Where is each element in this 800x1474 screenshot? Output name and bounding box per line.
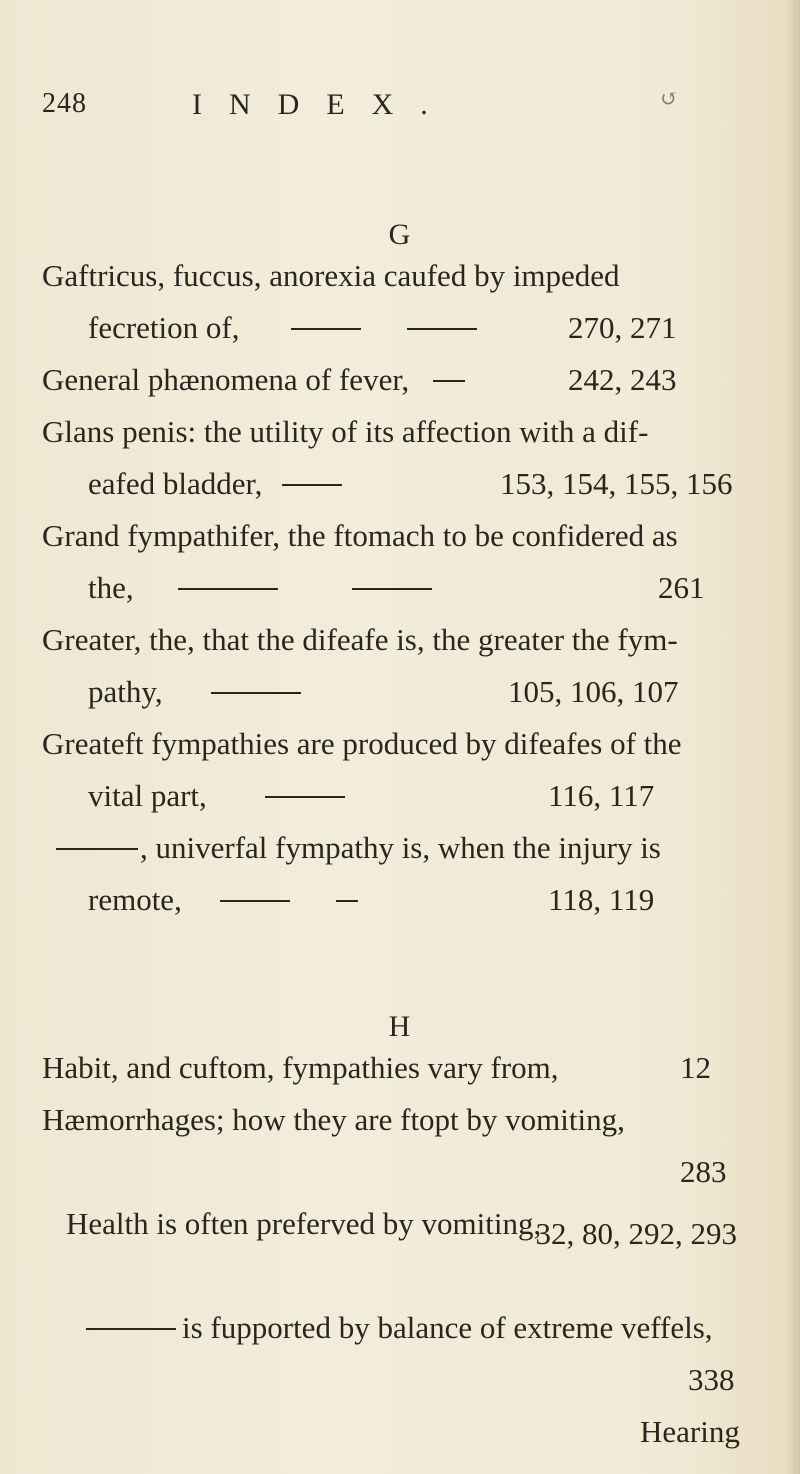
section-letter-g: G	[388, 218, 412, 251]
entry-line-text: eafed bladder,	[88, 466, 263, 501]
entry-line	[88, 572, 438, 603]
entry-line-text: is fupported by balance of extreme veffels,	[182, 1310, 713, 1345]
entry-line	[88, 312, 483, 343]
ditto-dash	[56, 848, 138, 850]
entry-pages: 116, 117	[548, 778, 655, 813]
entry-line-text: remote,	[88, 882, 182, 917]
entry-line: Habit, and cuftom, fympathies vary from,	[42, 1050, 559, 1085]
entry-line-text: fecretion of,	[88, 310, 240, 345]
entry-line	[88, 676, 307, 707]
ditto-dash	[178, 588, 278, 590]
ditto-dash	[211, 692, 301, 694]
entry-line: Greater, the, that the difeafe is, the greater the fym-	[42, 622, 678, 657]
entry-line	[42, 364, 471, 395]
entry-line: Health is often preferved by vomiting,	[66, 1206, 542, 1241]
entry-line: Greateft fympathies are produced by difeafes of the	[42, 726, 682, 761]
entry-line: Gaftricus, fuccus, anorexia caufed by impeded	[42, 258, 620, 293]
entry-line: Hæmorrhages; how they are ftopt by vomiting,	[42, 1102, 625, 1137]
ditto-dash	[291, 328, 361, 330]
entry-pages: 261	[658, 570, 705, 605]
entry-line-text: vital part,	[88, 778, 207, 813]
ditto-dash	[336, 900, 358, 902]
entry-line-text: General phænomena of fever,	[42, 362, 410, 397]
ditto-dash	[282, 484, 342, 486]
ditto-dash	[86, 1328, 176, 1330]
entry-line	[88, 780, 351, 811]
entry-line: Glans penis: the utility of its affection with a dif-	[42, 414, 649, 449]
entry-pages: 105, 106, 107	[508, 674, 679, 709]
ditto-dash	[433, 380, 465, 382]
ditto-dash	[407, 328, 477, 330]
entry-line	[88, 468, 348, 499]
page-header	[42, 88, 742, 128]
running-title: INDEX.	[192, 88, 455, 121]
entry-pages: 118, 119	[548, 882, 655, 917]
entry-line	[86, 1312, 713, 1343]
entry-pages: 242, 243	[568, 362, 677, 397]
entry-line	[88, 884, 364, 915]
entry-pages	[502, 1208, 752, 1298]
entry-line: Grand fympathifer, the ftomach to be confidered as	[42, 518, 678, 553]
section-letter-h: H	[388, 1010, 412, 1043]
entry-pages: 153, 154, 155, 156	[500, 466, 733, 501]
entry-pages: 338	[688, 1362, 735, 1397]
entry-pages-text: 32, 80, 292, 293	[535, 1216, 737, 1251]
page-number: 248	[42, 88, 87, 119]
entry-line-text: , univerfal fympathy is, when the injury is	[140, 830, 661, 865]
ditto-dash	[220, 900, 290, 902]
entry-line	[56, 832, 661, 863]
entry-pages: 283	[680, 1154, 727, 1189]
entry-pages: 12	[680, 1050, 711, 1085]
entry-pages: 270, 271	[568, 310, 677, 345]
ditto-dash	[352, 588, 432, 590]
header-mark: ↺	[660, 86, 679, 111]
entry-line-text: pathy,	[88, 674, 163, 709]
entry-line-text: the,	[88, 570, 134, 605]
ditto-dash	[265, 796, 345, 798]
catchword: Hearing	[640, 1414, 740, 1449]
